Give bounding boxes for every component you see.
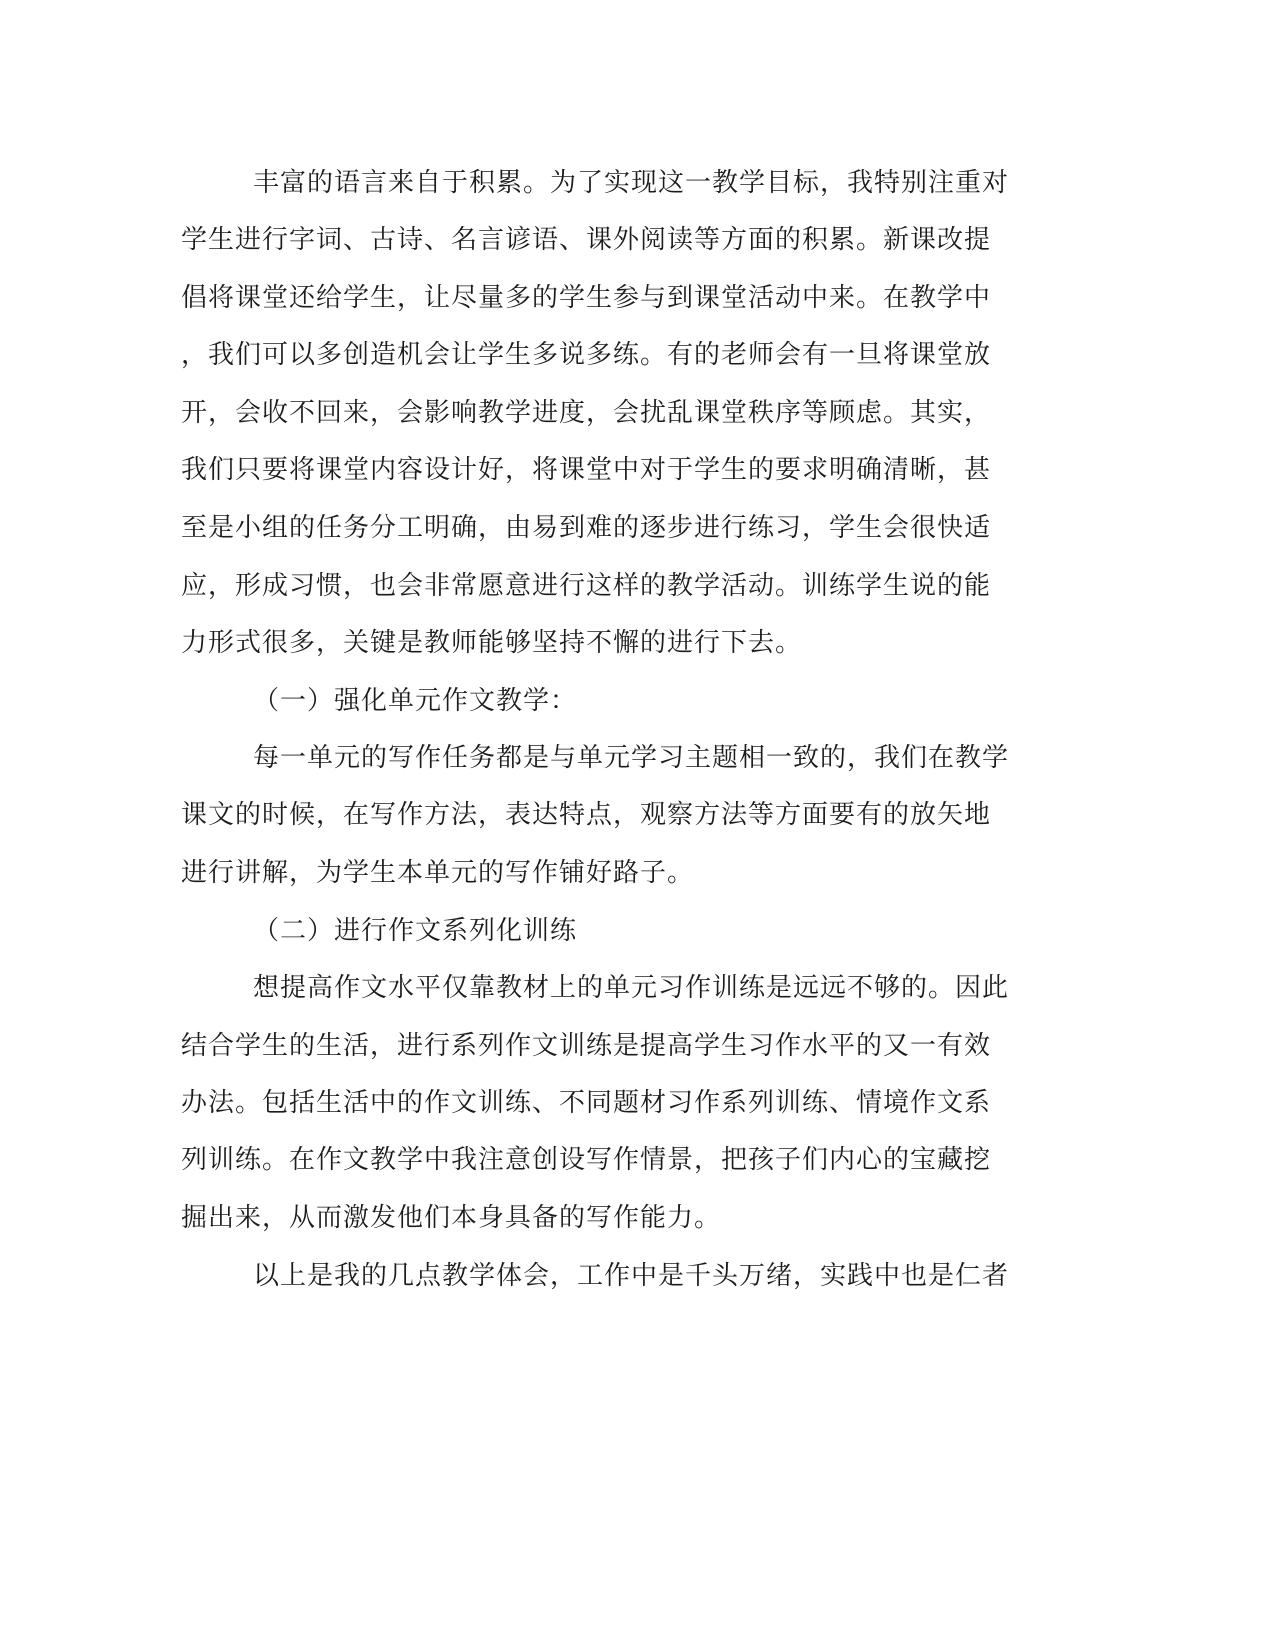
text-line: ，我们可以多创造机会让学生多说多练。有的老师会有一旦将课堂放: [181, 340, 992, 370]
text-line: 结合学生的生活，进行系列作文训练是提高学生习作水平的又一有效: [181, 1031, 992, 1061]
section-heading: （二）进行作文系列化训练: [253, 916, 578, 946]
text-line: 丰富的语言来自于积累。为了实现这一教学目标，我特别注重对: [253, 168, 1010, 198]
text-line: 每一单元的写作任务都是与单元学习主题相一致的，我们在教学: [253, 743, 1010, 773]
text-line: 开，会收不回来，会影响教学进度，会扰乱课堂秩序等顾虑。其实，: [181, 398, 992, 428]
text-line: 我们只要将课堂内容设计好，将课堂中对于学生的要求明确清晰，甚: [181, 455, 992, 485]
text-line: 学生进行字词、古诗、名言谚语、课外阅读等方面的积累。新课改提: [181, 225, 992, 255]
text-line: 应，形成习惯，也会非常愿意进行这样的教学活动。训练学生说的能: [181, 571, 992, 601]
text-line: 掘出来，从而激发他们本身具备的写作能力。: [181, 1203, 722, 1233]
text-line: 以上是我的几点教学体会，工作中是千头万绪，实践中也是仁者: [253, 1261, 1010, 1291]
text-line: 倡将课堂还给学生，让尽量多的学生参与到课堂活动中来。在教学中: [181, 283, 992, 313]
text-line: 想提高作文水平仅靠教材上的单元习作训练是远远不够的。因此: [253, 973, 1010, 1003]
text-line: 力形式很多，关键是教师能够坚持不懈的进行下去。: [181, 628, 803, 658]
section-heading: （一）强化单元作文教学：: [253, 686, 578, 716]
text-line: 进行讲解，为学生本单元的写作铺好路子。: [181, 858, 695, 888]
text-line: 办法。包括生活中的作文训练、不同题材习作系列训练、情境作文系: [181, 1088, 992, 1118]
text-line: 课文的时候，在写作方法，表达特点，观察方法等方面要有的放矢地: [181, 800, 992, 830]
text-line: 列训练。在作文教学中我注意创设写作情景，把孩子们内心的宝藏挖: [181, 1145, 992, 1175]
text-line: 至是小组的任务分工明确，由易到难的逐步进行练习，学生会很快适: [181, 513, 992, 543]
